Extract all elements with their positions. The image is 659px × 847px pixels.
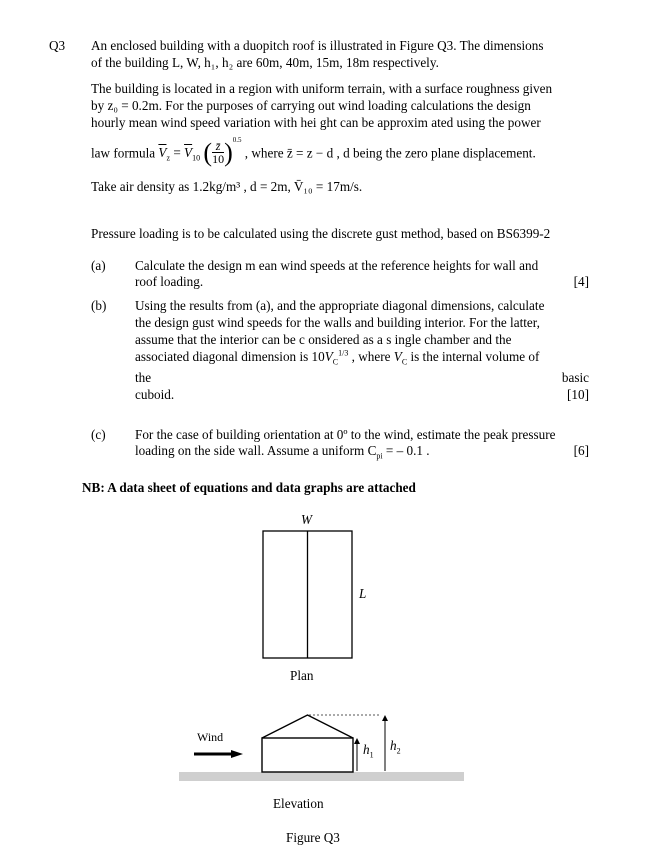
plan-view	[262, 530, 354, 660]
wind-arrow-head	[231, 750, 243, 758]
h1-sub: 1	[369, 750, 374, 760]
wind-label: Wind	[197, 730, 224, 744]
plan-w-label: W	[301, 512, 312, 527]
part-c-marks: [6]	[573, 443, 589, 458]
b-Vc-sub: C	[332, 357, 339, 367]
c-text: loading on the side wall. Assume a uniform C	[135, 443, 377, 458]
h2-arrow-head	[382, 715, 388, 721]
part-b-line-1: Using the results from (a), and the appropriate diagonal dimensions, calculate	[135, 298, 545, 313]
b-Vc-2: V	[393, 349, 402, 364]
part-b-line-3: assume that the interior can be c onsidered as a s ingle chamber and the	[135, 332, 512, 347]
law-V10-sub: 10	[192, 154, 201, 164]
law-frac-num: z̄	[212, 140, 224, 153]
law-frac-den: 10	[212, 152, 225, 167]
b-Vc-sub-2: C	[401, 357, 408, 367]
terrain-line-1: The building is located in a region with uniform terrain, with a surface roughness given	[91, 81, 553, 96]
law-V: $\overline{V}$	[158, 145, 167, 161]
law-eq: =	[173, 145, 181, 161]
power-law-formula: law formula $\overline{V}_z = \overline{V}_{10}$ ( $\frac{z̄}{10}$ )$^{0.5}$ , where z̄ = z − d , d being the zero plane displacement.	[91, 136, 536, 167]
air-density-line: Take air density as 1.2kg/m³ , d = 2m, V̄₁₀ = 17m/s.	[91, 179, 363, 194]
part-c-label: (c)	[91, 427, 106, 442]
elevation-view	[175, 705, 470, 790]
law-prefix: law formula	[91, 145, 156, 161]
part-b-line-5-right: basic	[561, 370, 589, 385]
part-b-line-6: cuboid.	[135, 387, 175, 402]
ground	[179, 772, 464, 781]
terrain-line-3: hourly mean wind speed variation with hei ght can be approxim ated using the power	[91, 115, 541, 130]
b-where: , where	[348, 349, 394, 364]
part-b-marks: [10]	[567, 387, 589, 402]
law-fraction	[212, 140, 224, 165]
law-z-sub: z	[166, 154, 171, 164]
b-exponent: 1/3	[338, 348, 349, 358]
part-c-line-1: For the case of building orientation at 0º to the wind, estimate the peak pressure	[135, 427, 556, 442]
h2-label	[390, 737, 401, 754]
part-a-marks: [4]	[573, 274, 589, 289]
h1-label	[363, 741, 374, 758]
part-b-line-5-left: the	[135, 370, 152, 385]
elevation-caption: Elevation	[273, 796, 324, 811]
part-a-line-2: roof loading.	[135, 274, 204, 289]
c-value: = – 0.1 .	[382, 443, 430, 458]
h1-arrow-head	[354, 738, 360, 744]
b-diag-text: associated diagonal dimension is 10	[135, 349, 325, 364]
data-sheet-note: NB: A data sheet of equations and data graphs are attached	[82, 480, 416, 495]
c-pi-sub: pi	[376, 451, 383, 461]
h1-letter: h	[363, 742, 370, 757]
figure-caption: Figure Q3	[286, 830, 340, 845]
method-line: Pressure loading is to be calculated using the discrete gust method, based on BS6399-2	[91, 226, 551, 241]
part-c-line-2	[135, 442, 430, 459]
plan-caption: Plan	[290, 668, 314, 683]
law-exponent: 0.5	[232, 136, 242, 144]
part-b-line-2: the design gust wind speeds for the walls and building interior. For the latter,	[135, 315, 540, 330]
part-b-label: (b)	[91, 298, 107, 313]
b-volume-text: is the internal volume of	[407, 349, 540, 364]
duopitch-roof	[262, 715, 353, 738]
question-number: Q3	[49, 38, 66, 53]
part-a-line-1: Calculate the design m ean wind speeds at the reference heights for wall and	[135, 258, 539, 273]
terrain-line-2: by z₀ = 0.2m. For the purposes of carrying out wind loading calculations the design	[91, 98, 531, 113]
law-suffix: , where z̄ = z − d , d being the zero plane displacement.	[244, 145, 536, 161]
b-Vc: V	[324, 349, 333, 364]
law-V10: $\overline{V}$	[184, 145, 193, 161]
intro-line-1: An enclosed building with a duopitch roof is illustrated in Figure Q3. The dimensions	[91, 38, 544, 53]
part-a-label: (a)	[91, 258, 106, 273]
h2-sub: 2	[396, 746, 401, 756]
intro-line-2: of the building L, W, h₁, h₂ are 60m, 40m, 15m, 18m respectively.	[91, 55, 439, 70]
building-walls	[262, 738, 353, 772]
h2-letter: h	[390, 738, 397, 753]
part-b-line-4	[135, 348, 539, 365]
plan-l-label: L	[359, 586, 367, 601]
